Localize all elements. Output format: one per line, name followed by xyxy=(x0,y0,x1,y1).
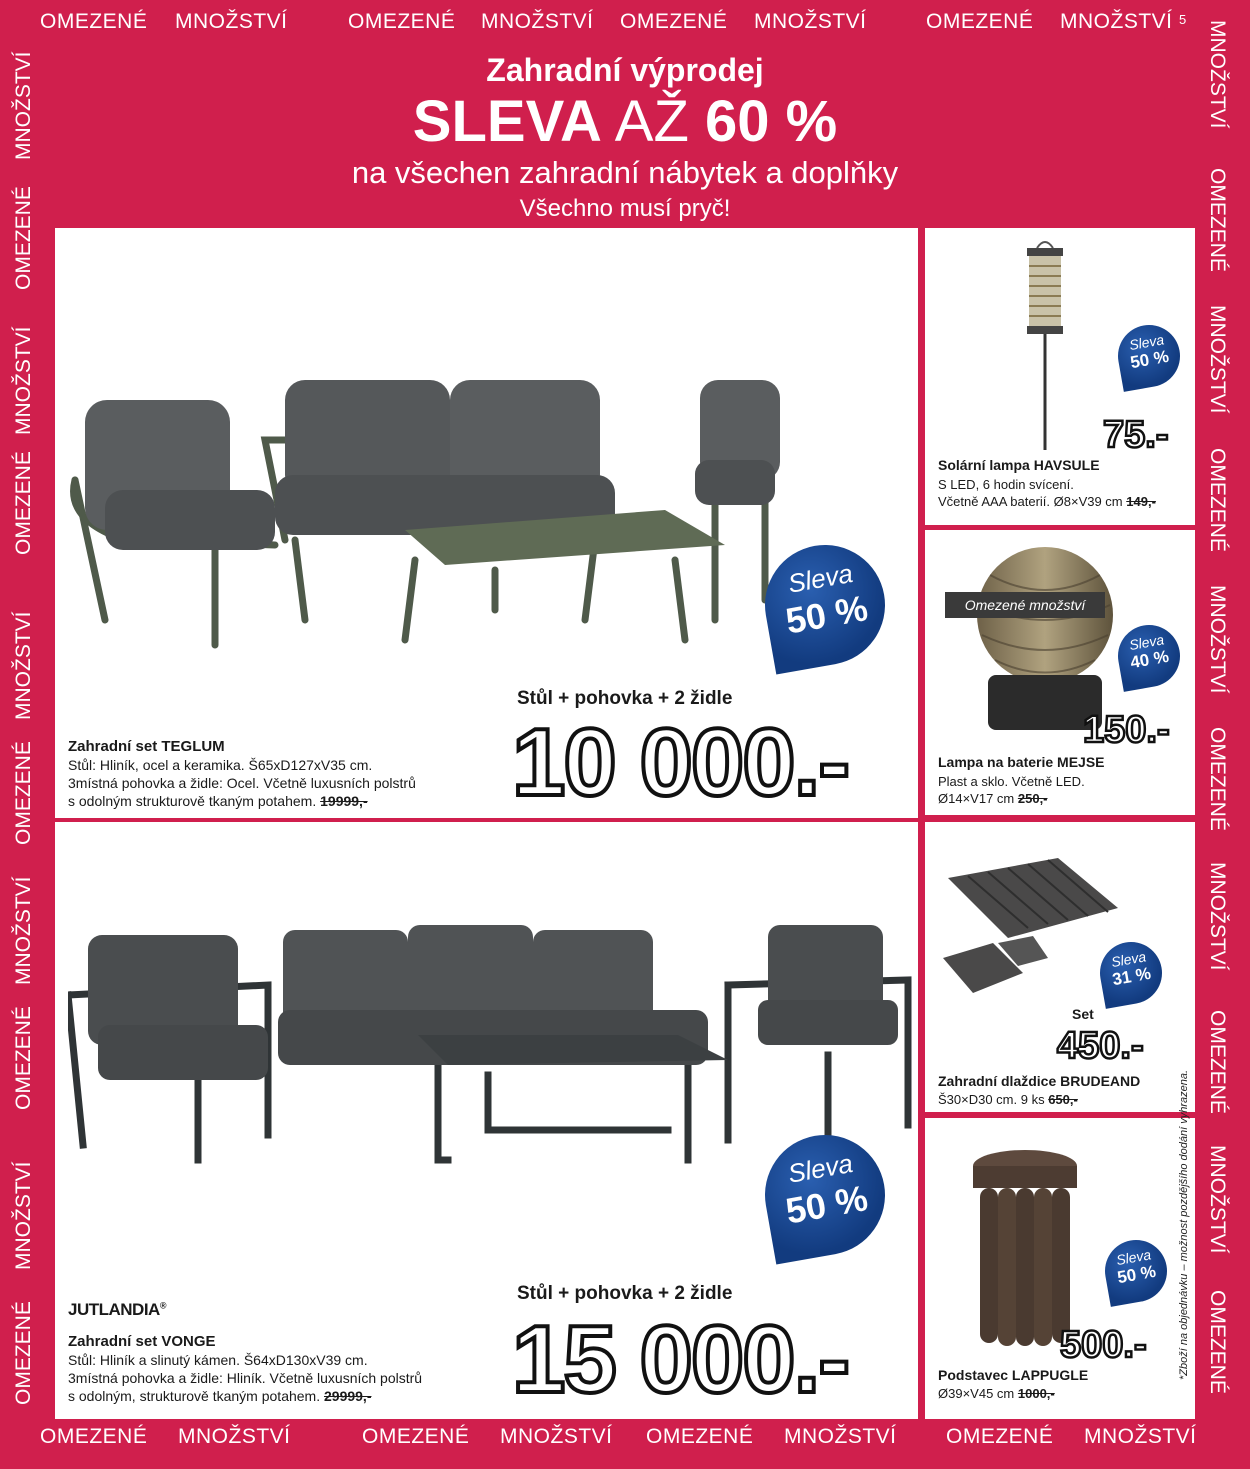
border-word: MNOŽSTVÍ xyxy=(1206,1145,1229,1254)
border-word: MNOŽSTVÍ xyxy=(12,876,35,985)
border-word: OMEZENÉ xyxy=(1206,1010,1229,1114)
brand-logo xyxy=(68,1300,166,1320)
badge-word: Sleva xyxy=(785,557,855,599)
desc-text: s odolným, strukturově tkaným potahem. xyxy=(68,1388,321,1404)
border-word: MNOŽSTVÍ xyxy=(178,1425,291,1448)
havsule-image xyxy=(1015,240,1075,455)
border-word: OMEZENÉ xyxy=(362,1425,470,1448)
border-top xyxy=(0,10,1250,50)
header xyxy=(0,50,1250,226)
border-word: OMEZENÉ xyxy=(12,1006,35,1110)
desc-line xyxy=(938,493,1156,510)
border-word: OMEZENÉ xyxy=(12,741,35,845)
border-word: OMEZENÉ xyxy=(946,1425,1054,1448)
product-desc-mejse xyxy=(938,773,1085,807)
desc-text: s odolným strukturově tkaným potahem. xyxy=(68,793,317,809)
product-name-vonge: Zahradní set VONGE xyxy=(68,1333,216,1350)
brand-mark: ® xyxy=(159,1300,166,1311)
border-word: MNOŽSTVÍ xyxy=(784,1425,897,1448)
border-word: OMEZENÉ xyxy=(12,451,35,555)
product-name-mejse: Lampa na baterie MEJSE xyxy=(938,754,1105,770)
desc-line xyxy=(938,790,1085,807)
page-title: Zahradní výprodej xyxy=(486,52,764,88)
product-desc-brudeand xyxy=(938,1091,1078,1108)
headline-az: AŽ xyxy=(601,89,706,154)
desc-line: 3místná pohovka a židle: Hliník. Včetně luxusních polstrů xyxy=(68,1370,423,1386)
product-name-havsule: Solární lampa HAVSULE xyxy=(938,457,1100,473)
mejse-image xyxy=(970,545,1120,735)
lappugle-image xyxy=(970,1148,1080,1348)
border-word: OMEZENÉ xyxy=(620,10,728,33)
brand-name: JUTLANDIA xyxy=(68,1300,160,1319)
page-number: 5 xyxy=(1179,12,1187,27)
desc-text: Ø39×V45 cm xyxy=(938,1386,1015,1401)
price-teglum: 10 000.- xyxy=(512,709,849,816)
badge-word: Sleva xyxy=(785,1147,855,1189)
border-word: MNOŽSTVÍ xyxy=(754,10,867,33)
product-name-lappugle: Podstavec LAPPUGLE xyxy=(938,1367,1089,1383)
border-word: MNOŽSTVÍ xyxy=(12,51,35,160)
badge-percent: 50 % xyxy=(782,587,871,642)
badge-word: Sleva xyxy=(1114,1246,1153,1269)
old-price: 19999,- xyxy=(320,793,368,809)
border-word: MNOŽSTVÍ xyxy=(481,10,594,33)
product-name-teglum: Zahradní set TEGLUM xyxy=(68,738,225,755)
set-label: Set xyxy=(1072,1006,1094,1022)
badge-percent: 40 % xyxy=(1128,646,1171,673)
desc-line: Plast a sklo. Včetně LED. xyxy=(938,774,1085,789)
teglum-image xyxy=(65,370,785,650)
motto: Všechno musí pryč! xyxy=(519,195,731,222)
border-bottom xyxy=(0,1425,1250,1465)
border-word: MNOŽSTVÍ xyxy=(1060,10,1173,33)
product-name-brudeand: Zahradní dlaždice BRUDEAND xyxy=(938,1073,1141,1089)
price-vonge: 15 000.- xyxy=(512,1306,849,1413)
old-price: 149,- xyxy=(1126,494,1156,509)
badge-word: Sleva xyxy=(1127,331,1166,354)
border-word: OMEZENÉ xyxy=(926,10,1034,33)
old-price: 650,- xyxy=(1048,1092,1078,1107)
price-havsule: 75.- xyxy=(1103,414,1169,456)
old-price: 250,- xyxy=(1017,791,1048,806)
border-word: OMEZENÉ xyxy=(12,1301,35,1405)
old-price: 29999,- xyxy=(324,1388,372,1404)
border-word: MNOŽSTVÍ xyxy=(1206,585,1229,694)
badge-percent: 31 % xyxy=(1110,963,1153,990)
border-word: MNOŽSTVÍ xyxy=(12,1161,35,1270)
border-word: MNOŽSTVÍ xyxy=(500,1425,613,1448)
vonge-image xyxy=(68,925,918,1165)
desc-line: S LED, 6 hodin svícení. xyxy=(938,477,1074,492)
border-word: OMEZENÉ xyxy=(1206,727,1229,831)
product-desc-lappugle xyxy=(938,1385,1055,1402)
border-word: OMEZENÉ xyxy=(1206,448,1229,552)
border-word: MNOŽSTVÍ xyxy=(12,326,35,435)
headline-discount xyxy=(0,90,1250,154)
border-word: OMEZENÉ xyxy=(1206,168,1229,272)
price-brudeand: 450.- xyxy=(1057,1025,1144,1067)
border-word: MNOŽSTVÍ xyxy=(1206,862,1229,971)
border-word: OMEZENÉ xyxy=(40,10,148,33)
badge-word: Sleva xyxy=(1127,631,1166,654)
limited-tag: Omezené množství xyxy=(945,592,1105,618)
footnote: *Zboží na objednávku – možnost pozdějšího dodání vyhrazena. xyxy=(1178,1069,1190,1380)
border-word: MNOŽSTVÍ xyxy=(1206,20,1229,129)
border-word: MNOŽSTVÍ xyxy=(175,10,288,33)
headline-sleva: SLEVA xyxy=(412,89,602,154)
price-mejse: 150.- xyxy=(1083,709,1170,751)
desc-line: 3místná pohovka a židle: Ocel. Včetně luxusních polstrů xyxy=(68,775,416,791)
border-word: OMEZENÉ xyxy=(348,10,456,33)
badge-percent: 50 % xyxy=(1128,346,1171,373)
border-word: MNOŽSTVÍ xyxy=(1084,1425,1197,1448)
badge-percent: 50 % xyxy=(1115,1261,1158,1288)
badge-word: Sleva xyxy=(1109,948,1148,971)
subtitle: na všechen zahradní nábytek a doplňky xyxy=(351,155,899,190)
desc-text: Ø14×V17 cm xyxy=(938,791,1015,806)
combo-label: Stůl + pohovka + 2 židle xyxy=(517,688,733,709)
price-lappugle: 500.- xyxy=(1060,1324,1147,1366)
product-desc-vonge xyxy=(68,1351,422,1405)
desc-text: Š30×D30 cm. 9 ks xyxy=(938,1092,1045,1107)
desc-text: Včetně AAA baterií. Ø8×V39 cm xyxy=(938,494,1123,509)
border-word: OMEZENÉ xyxy=(1206,1290,1229,1394)
desc-line xyxy=(68,792,416,810)
old-price: 1000,- xyxy=(1017,1386,1055,1401)
combo-label: Stůl + pohovka + 2 židle xyxy=(517,1283,733,1304)
desc-line: Stůl: Hliník a slinutý kámen. Š64xD130xV39 cm. xyxy=(68,1352,368,1368)
product-desc-teglum xyxy=(68,756,416,810)
badge-percent: 50 % xyxy=(782,1177,871,1232)
desc-line: Stůl: Hliník, ocel a keramika. Š65xD127xV35 cm. xyxy=(68,757,373,773)
border-word: OMEZENÉ xyxy=(12,186,35,290)
desc-line xyxy=(68,1387,422,1405)
border-word: MNOŽSTVÍ xyxy=(12,611,35,720)
border-word: MNOŽSTVÍ xyxy=(1206,305,1229,414)
border-word: OMEZENÉ xyxy=(40,1425,148,1448)
border-word: OMEZENÉ xyxy=(646,1425,754,1448)
product-desc-havsule xyxy=(938,476,1156,510)
headline-pct: 60 % xyxy=(705,89,838,154)
